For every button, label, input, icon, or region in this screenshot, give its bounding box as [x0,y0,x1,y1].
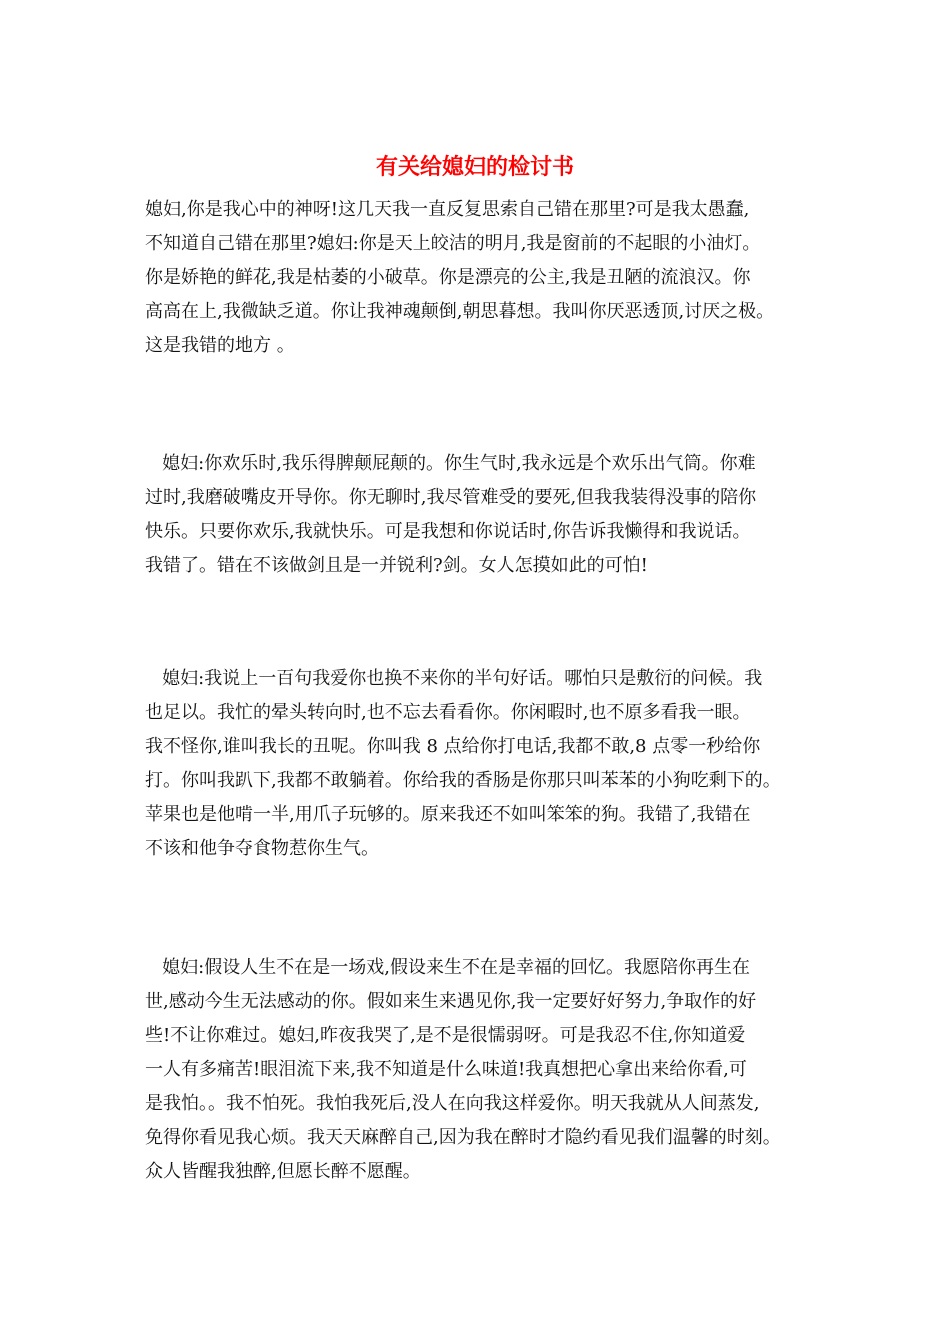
paragraph-line: 高高在上,我微缺乏道。你让我神魂颠倒,朝思暮想。我叫你厌恶透顶,讨厌之极。 [145,301,775,322]
paragraph-3 [145,662,825,866]
paragraph-line: 我不怪你,谁叫我长的丑呢。你叫我 8 点给你打电话,我都不敢,8 点零一秒给你 [145,736,761,757]
paragraph-line: 我错了。错在不该做剑且是一并锐利?剑。女人怎摸如此的可怕! [145,555,648,576]
paragraph-2 [145,447,825,583]
paragraph-line: 媳妇:我说上一百句我爱你也换不来你的半句好话。哪怕只是敷衍的问候。我 [145,668,763,689]
paragraph-line: 媳妇:假设人生不在是一场戏,假设来生不在是幸福的回忆。我愿陪你再生在 [145,957,750,978]
paragraph-line: 打。你叫我趴下,我都不敢躺着。你给我的香肠是你那只叫苯苯的小狗吃剩下的。 [145,770,781,791]
paragraph-1 [145,193,825,363]
document-title: 有关给媳妇的检讨书 [375,155,574,180]
paragraph-line: 你是娇艳的鲜花,我是枯萎的小破草。你是漂亮的公主,我是丑陋的流浪汉。你 [145,267,751,288]
paragraph-line: 也足以。我忙的晕头转向时,也不忘去看看你。你闲暇时,也不原多看我一眼。 [145,702,751,723]
paragraph-line: 媳妇,你是我心中的神呀!这几天我一直反复思索自己错在那里?可是我太愚蠢, [145,199,750,220]
paragraph-line: 不该和他争夺食物惹你生气。 [145,838,379,859]
paragraph-line: 媳妇:你欢乐时,我乐得脾颠屁颠的。你生气时,我永远是个欢乐出气筒。你难 [145,453,756,474]
paragraph-line: 是我怕。。我不怕死。我怕我死后,没人在向我这样爱你。明天我就从人间蒸发, [145,1093,760,1114]
paragraph-4 [145,951,825,1189]
paragraph-line: 快乐。只要你欢乐,我就快乐。可是我想和你说话时,你告诉我懒得和我说话。 [145,521,751,542]
paragraph-line: 免得你看见我心烦。我天天麻醉自己,因为我在醉时才隐约看见我们温馨的时刻。 [145,1127,781,1148]
paragraph-line: 世,感动今生无法感动的你。假如来生来遇见你,我一定要好好努力,争取作的好 [145,991,757,1012]
paragraph-line: 些!不让你难过。媳妇,昨夜我哭了,是不是很懦弱呀。可是我忍不住,你知道爱 [145,1025,746,1046]
paragraph-line: 一人有多痛苦!眼泪流下来,我不知道是什么味道!我真想把心拿出来给你看,可 [145,1059,747,1080]
paragraph-line: 过时,我磨破嘴皮开导你。你无聊时,我尽管难受的要死,但我我装得没事的陪你 [145,487,757,508]
paragraph-line: 苹果也是他啃一半,用爪子玩够的。原来我还不如叫笨笨的狗。我错了,我错在 [145,804,751,825]
paragraph-line: 这是我错的地方 。 [145,335,295,356]
paragraph-line: 众人皆醒我独醉,但愿长醉不愿醒。 [145,1161,421,1182]
paragraph-line: 不知道自己错在那里?媳妇:你是天上皎洁的明月,我是窗前的不起眼的小油灯。 [145,233,761,254]
